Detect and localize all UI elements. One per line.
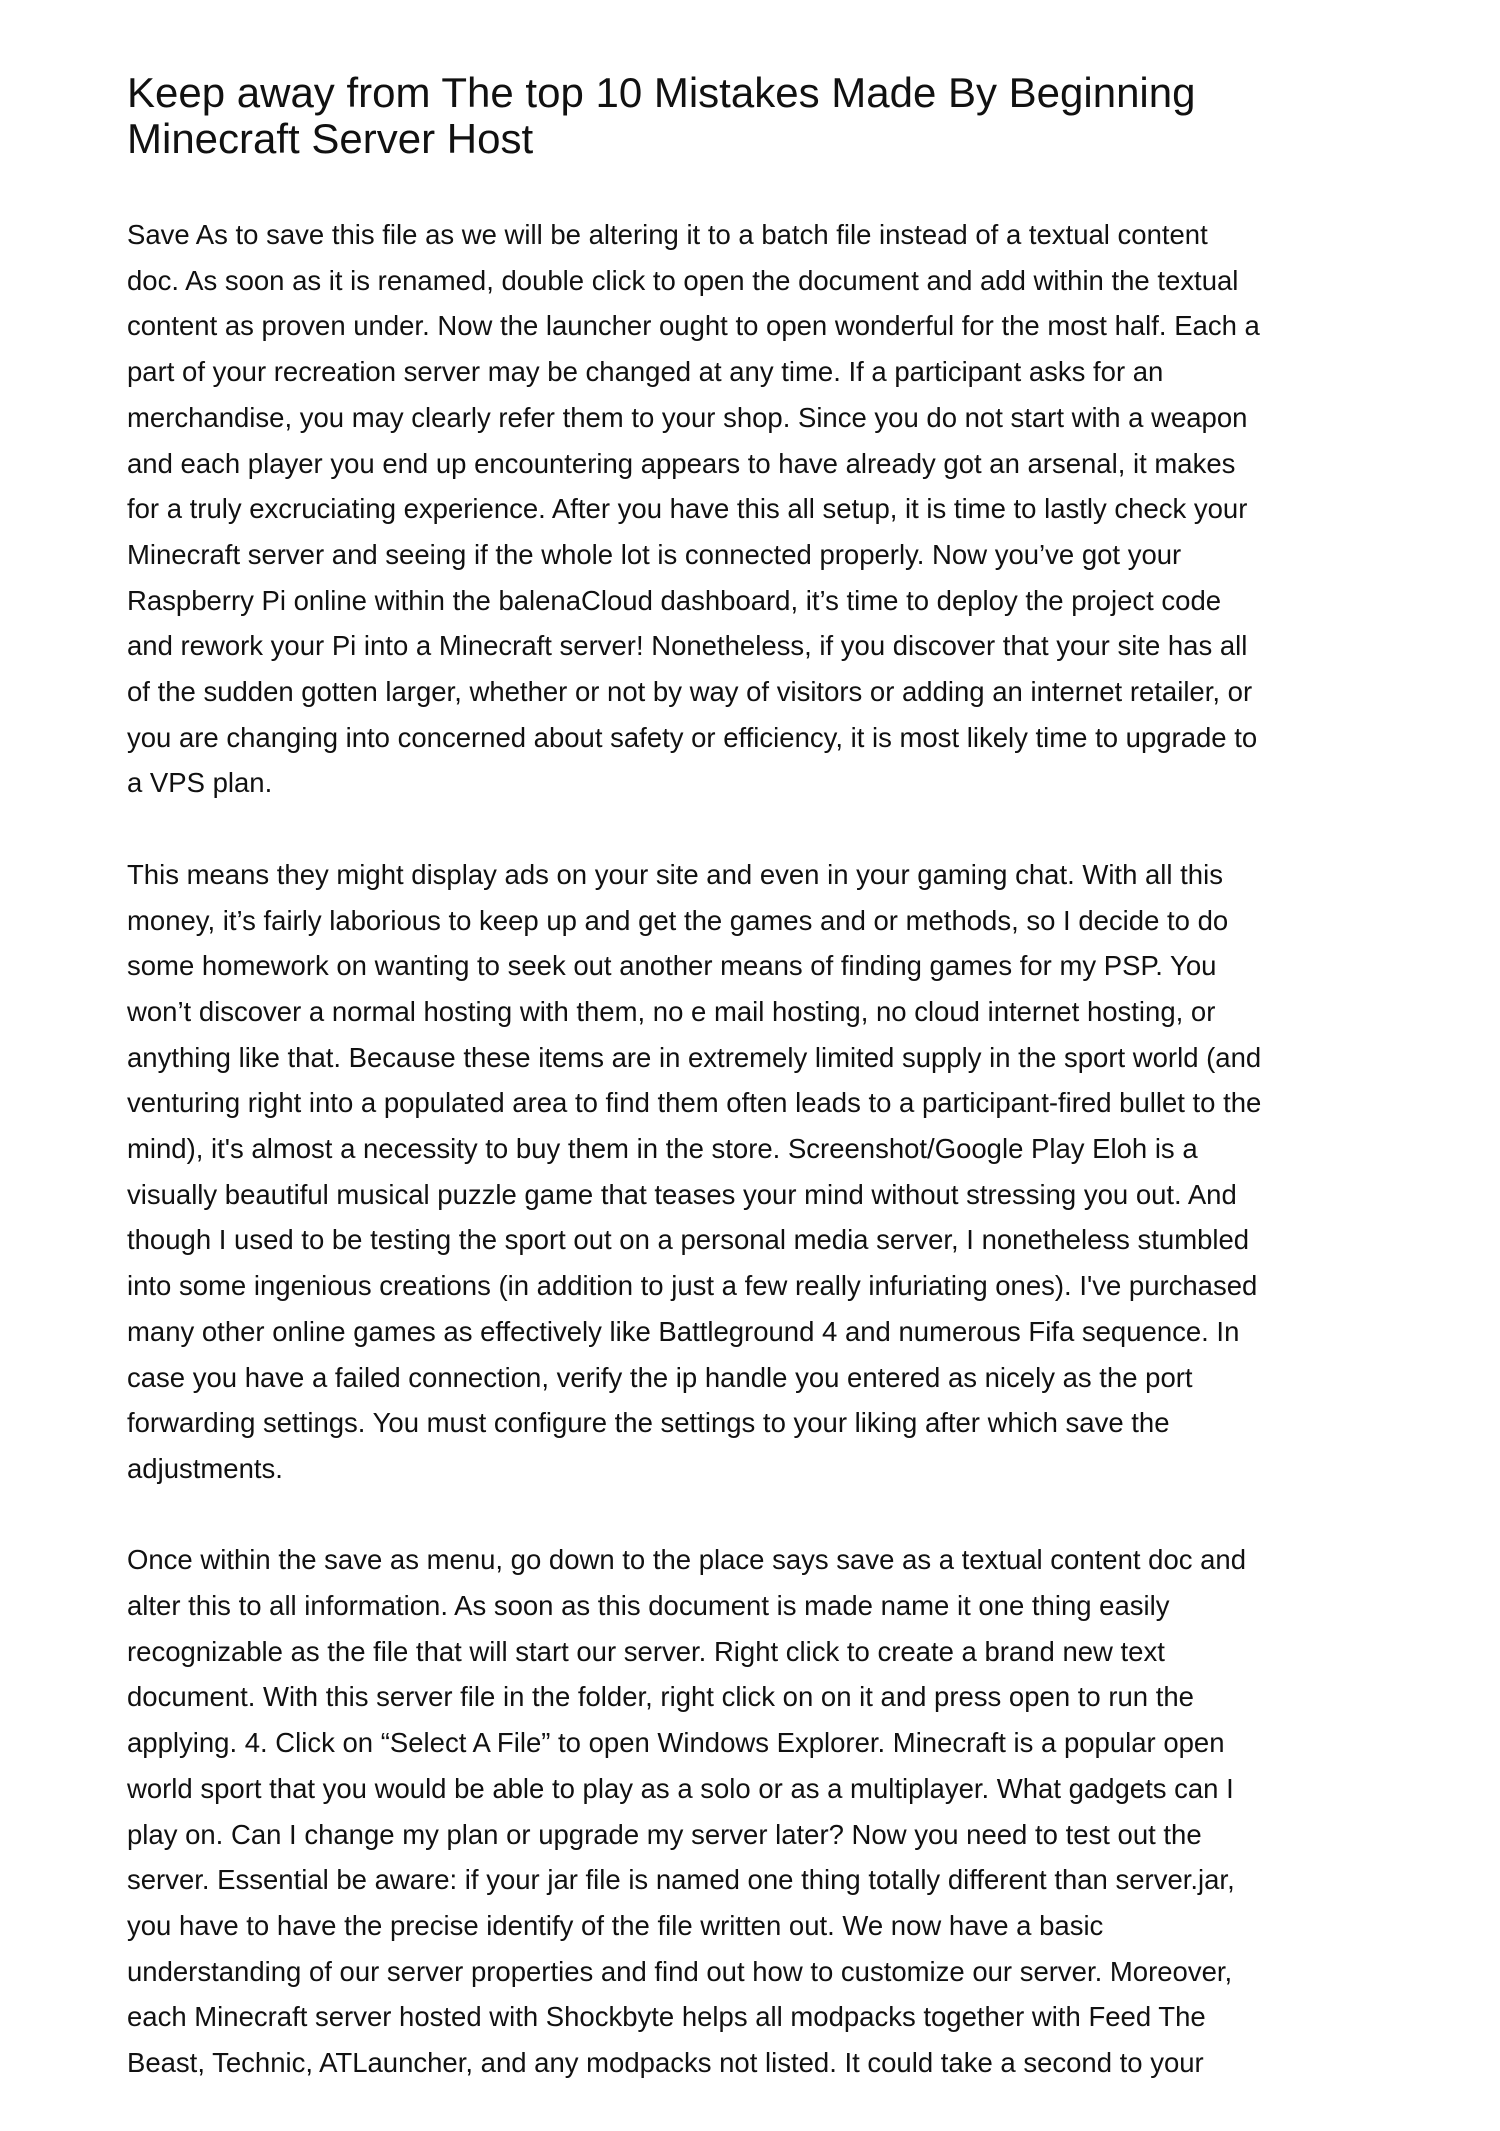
text-line: merchandise, you may clearly refer them to your shop. Since you do not start with a weapon: [127, 401, 1248, 433]
paragraph: [127, 212, 1261, 806]
text-line: adjustments.: [127, 1452, 283, 1484]
article-body: [127, 212, 1261, 2131]
text-line: forwarding settings. You must configure the settings to your liking after which save the: [127, 1407, 1170, 1439]
page-title: [127, 70, 1195, 162]
text-line: world sport that you would be able to play as a solo or as a multiplayer. What gadgets can I: [127, 1772, 1234, 1804]
text-line: anything like that. Because these items are in extremely limited supply in the sport world (and: [127, 1041, 1262, 1073]
text-line: This means they might display ads on your site and even in your gaming chat. With all this: [127, 858, 1223, 890]
text-line: visually beautiful musical puzzle game that teases your mind without stressing you out. And: [127, 1178, 1237, 1210]
text-line: and each player you end up encountering appears to have already got an arsenal, it makes: [127, 447, 1236, 479]
text-line: understanding of our server properties and find out how to customize our server. Moreover,: [127, 1955, 1233, 1987]
text-line: mind), it's almost a necessity to buy them in the store. Screenshot/Google Play Eloh is a: [127, 1133, 1198, 1165]
text-line: play on. Can I change my plan or upgrade my server later? Now you need to test out the: [127, 1818, 1202, 1850]
text-line: Beast, Technic, ATLauncher, and any modpacks not listed. It could take a second to your: [127, 2047, 1204, 2079]
title-line: Minecraft Server Host: [127, 115, 534, 162]
paragraph: [127, 852, 1261, 1492]
text-line: of the sudden gotten larger, whether or not by way of visitors or adding an internet retailer, or: [127, 676, 1253, 708]
text-line: you are changing into concerned about safety or efficiency, it is most likely time to upgrade to: [127, 721, 1258, 753]
text-line: venturing right into a populated area to find them often leads to a participant-fired bullet to the: [127, 1087, 1262, 1119]
text-line: though I used to be testing the sport out on a personal media server, I nonetheless stumbled: [127, 1224, 1250, 1256]
text-line: alter this to all information. As soon as this document is made name it one thing easily: [127, 1590, 1170, 1622]
text-line: a VPS plan.: [127, 767, 273, 799]
text-line: document. With this server file in the folder, right click on on it and press open to run the: [127, 1681, 1194, 1713]
text-line: for a truly excruciating experience. After you have this all setup, it is time to lastly check your: [127, 493, 1248, 525]
text-line: many other online games as effectively like Battleground 4 and numerous Fifa sequence. In: [127, 1315, 1240, 1347]
text-line: Raspberry Pi online within the balenaCloud dashboard, it’s time to deploy the project code: [127, 584, 1222, 616]
text-line: won’t discover a normal hosting with them, no e mail hosting, no cloud internet hosting, or: [127, 995, 1216, 1027]
text-line: some homework on wanting to seek out another means of finding games for my PSP. You: [127, 950, 1217, 982]
title-line: Keep away from The top 10 Mistakes Made By Beginning: [127, 69, 1196, 116]
text-line: into some ingenious creations (in addition to just a few really infuriating ones). I've purchased: [127, 1270, 1258, 1302]
text-line: you have to have the precise identify of the file written out. We now have a basic: [127, 1909, 1104, 1941]
text-line: case you have a failed connection, verify the ip handle you entered as nicely as the port: [127, 1361, 1193, 1393]
text-line: part of your recreation server may be changed at any time. If a participant asks for an: [127, 356, 1164, 388]
text-line: server. Essential be aware: if your jar file is named one thing totally different than server.jar,: [127, 1864, 1235, 1896]
text-line: recognizable as the file that will start our server. Right click to create a brand new text: [127, 1635, 1165, 1667]
text-line: applying. 4. Click on “Select A File” to open Windows Explorer. Minecraft is a popular open: [127, 1727, 1225, 1759]
text-line: doc. As soon as it is renamed, double click to open the document and add within the textual: [127, 264, 1239, 296]
paragraph: [127, 1537, 1261, 2085]
text-line: money, it’s fairly laborious to keep up and get the games and or methods, so I decide to do: [127, 904, 1229, 936]
text-line: Once within the save as menu, go down to the place says save as a textual content doc and: [127, 1544, 1247, 1576]
text-line: and rework your Pi into a Minecraft server! Nonetheless, if you discover that your site has all: [127, 630, 1248, 662]
text-line: each Minecraft server hosted with Shockbyte helps all modpacks together with Feed The: [127, 2001, 1206, 2033]
text-line: content as proven under. Now the launcher ought to open wonderful for the most half. Each a: [127, 310, 1260, 342]
text-line: Minecraft server and seeing if the whole lot is connected properly. Now you’ve got your: [127, 538, 1182, 570]
text-line: Save As to save this file as we will be altering it to a batch file instead of a textual content: [127, 219, 1208, 250]
